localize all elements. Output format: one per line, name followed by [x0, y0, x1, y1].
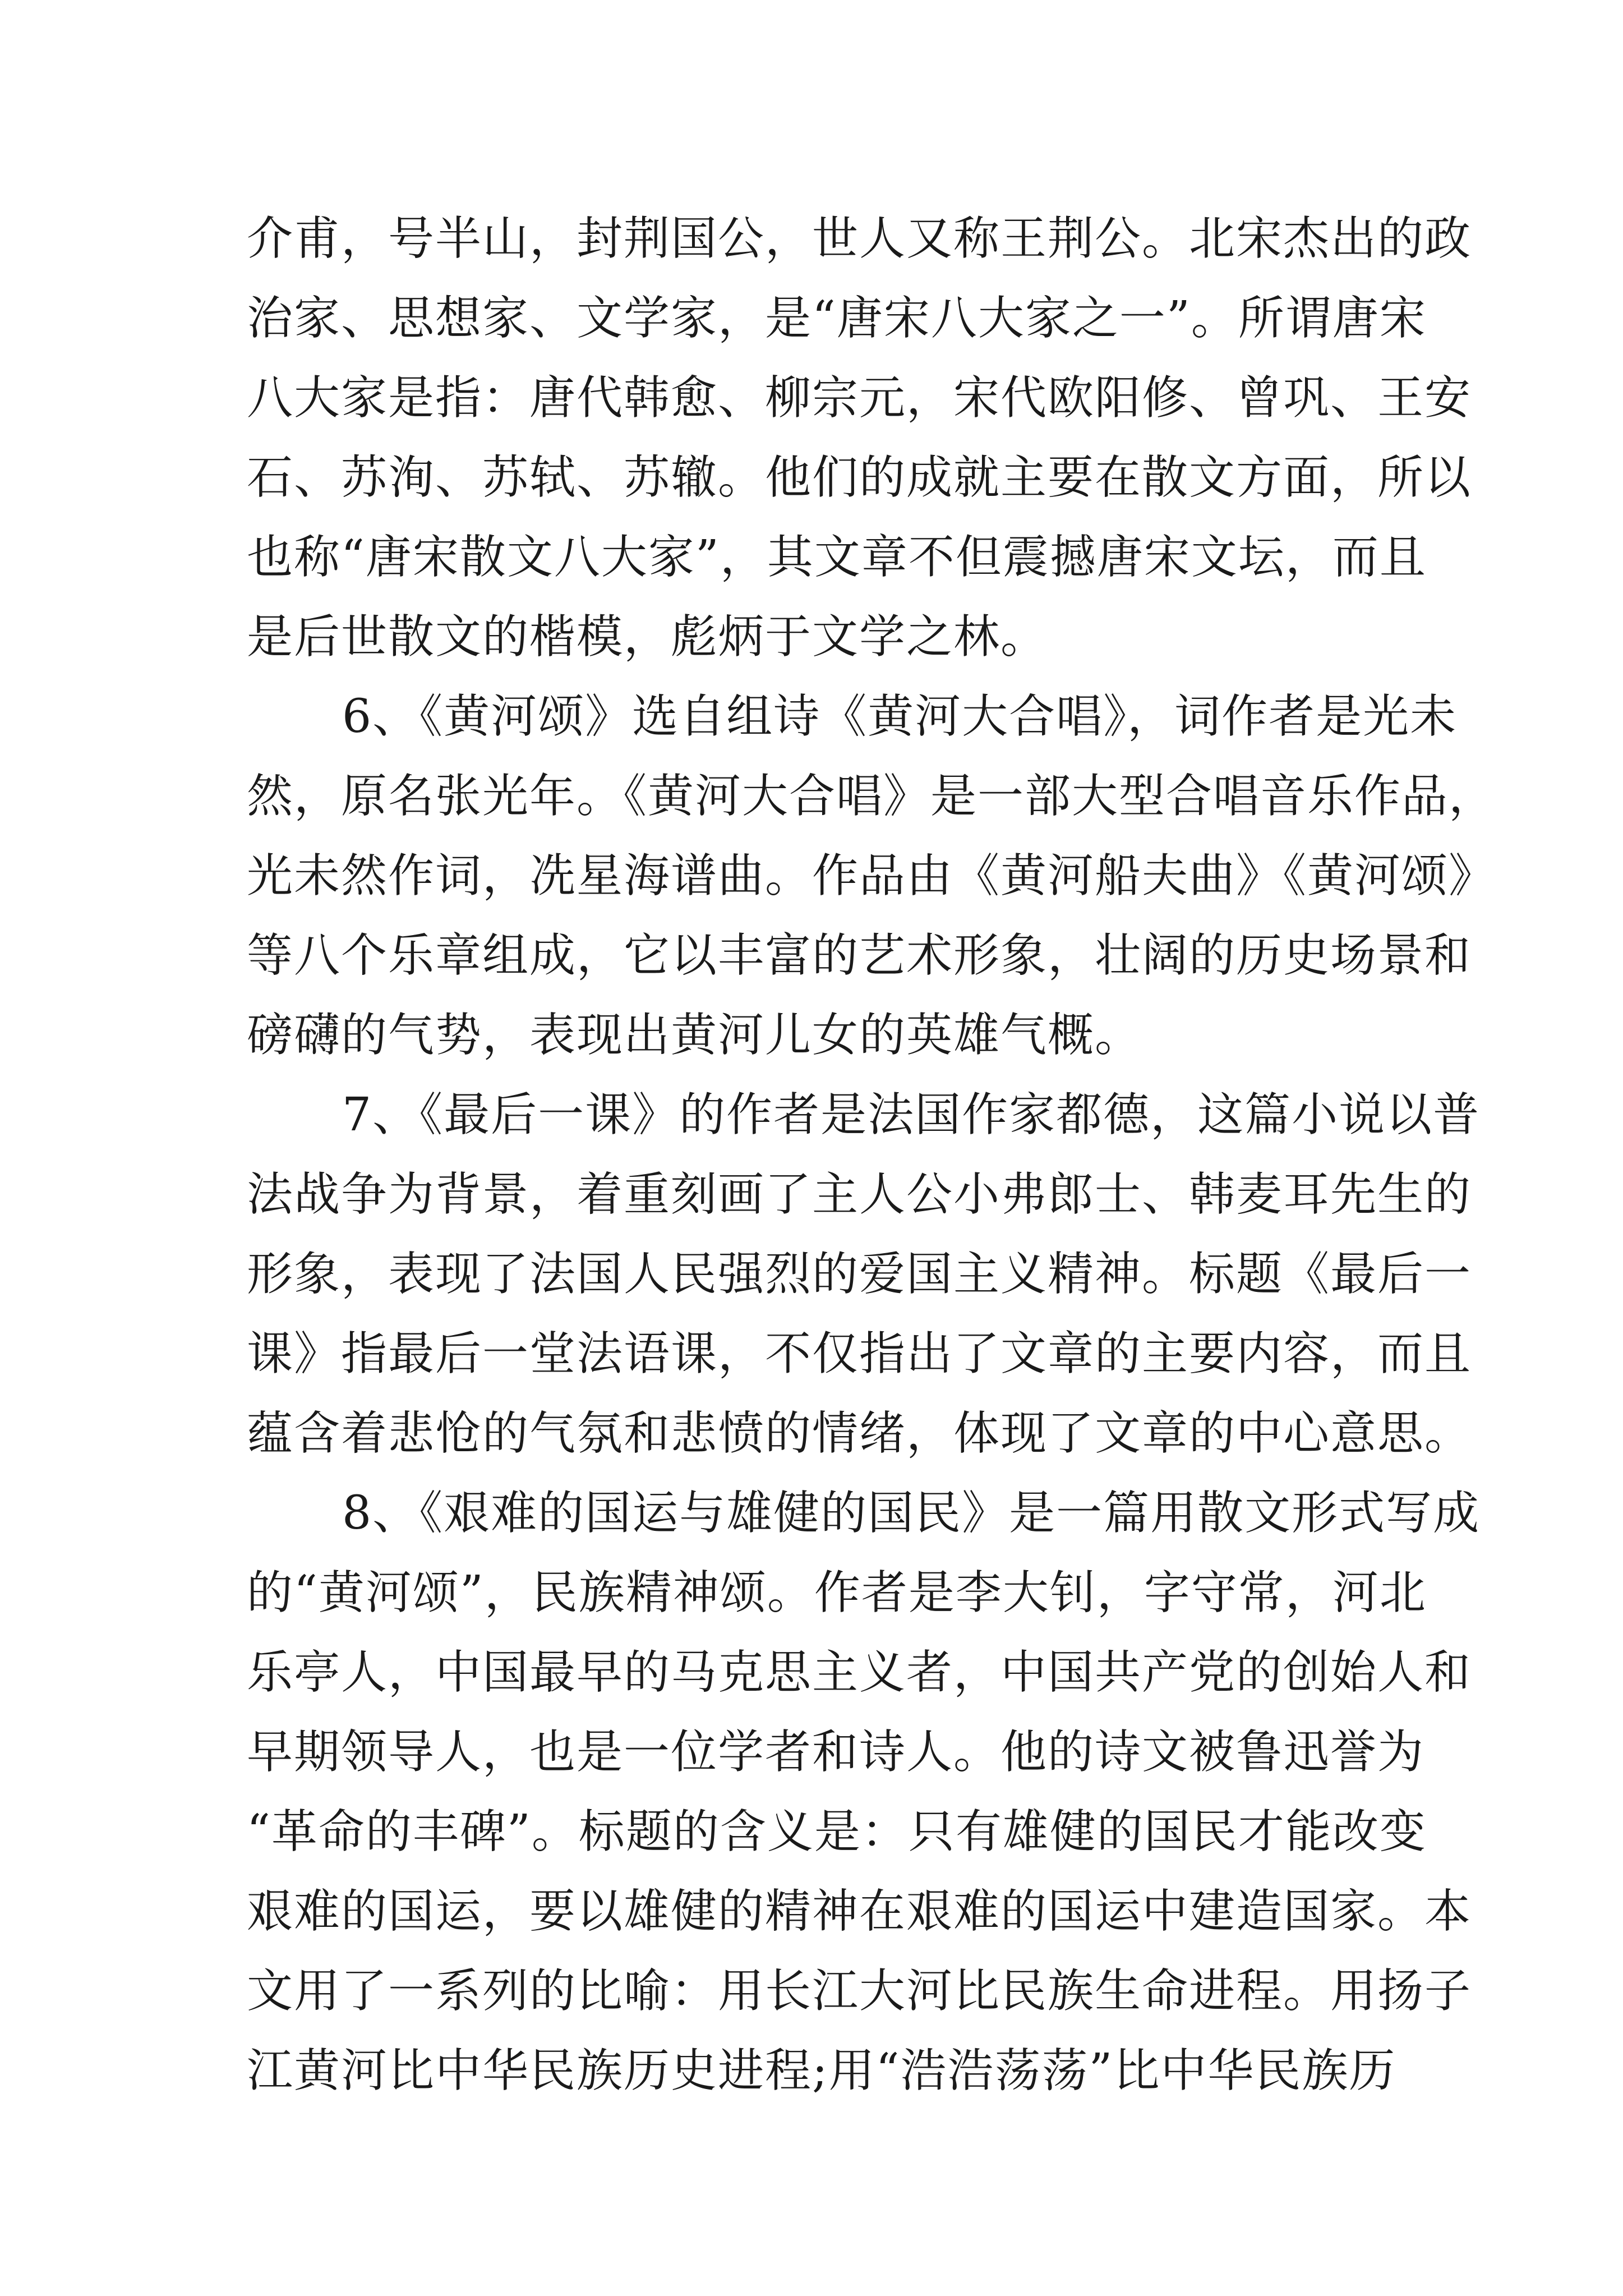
text-line: 7、《最后一课》的作者是法国作家都德，这篇小说以普 [342, 1088, 1481, 1142]
text-line: 江黄河比中华民族历史进程;用“浩浩荡荡”比中华民族历 [247, 2044, 1396, 2097]
text-line: 艰难的国运，要以雄健的精神在艰难的国运中建造国家。本 [247, 1885, 1472, 1938]
text-line: 介甫，号半山，封荆国公，世人又称王荆公。北宋杰出的政 [247, 212, 1472, 265]
text-line: 早期领导人，也是一位学者和诗人。他的诗文被鲁迅誉为 [247, 1726, 1425, 1779]
paragraph-item-7 [247, 1075, 1481, 1474]
text-line: 法战争为背景，着重刻画了主人公小弗郎士、韩麦耳先生的 [247, 1168, 1472, 1221]
text-line: 形象，表现了法国人民强烈的爱国主义精神。标题《最后一 [247, 1248, 1472, 1301]
paragraph-wang-anshi [247, 199, 1472, 677]
text-line: 石、苏洵、苏轼、苏辙。他们的成就主要在散文方面，所以 [247, 451, 1472, 504]
text-line: 6、《黄河颂》选自组诗《黄河大合唱》，词作者是光未 [342, 690, 1458, 743]
text-line: 然，原名张光年。《黄河大合唱》是一部大型合唱音乐作品， [247, 770, 1496, 823]
text-line: 是后世散文的楷模，彪炳于文学之林。 [247, 610, 1048, 664]
text-line: 的“黄河颂”，民族精神颂。作者是李大钊，字守常，河北 [247, 1566, 1427, 1619]
paragraph-item-6 [247, 677, 1496, 1075]
text-line: 课》指最后一堂法语课，不仅指出了文章的主要内容，而且 [247, 1327, 1472, 1381]
text-line: 文用了一系列的比喻：用长江大河比民族生命进程。用扬子 [247, 1964, 1472, 2018]
text-line: 治家、思想家、文学家，是“唐宋八大家之一”。所谓唐宋 [247, 292, 1427, 345]
text-line: 乐亭人，中国最早的马克思主义者，中国共产党的创始人和 [247, 1646, 1472, 1699]
text-line: 8、《艰难的国运与雄健的国民》是一篇用散文形式写成 [342, 1487, 1481, 1540]
document-body [247, 199, 1496, 2111]
text-line: 等八个乐章组成，它以丰富的艺术形象，壮阔的历史场景和 [247, 929, 1472, 982]
text-line: “革命的丰碑”。标题的含义是：只有雄健的国民才能改变 [247, 1805, 1427, 1858]
paragraph-item-8 [247, 1474, 1481, 2111]
text-line: 八大家是指：唐代韩愈、柳宗元，宋代欧阳修、曾巩、王安 [247, 371, 1472, 425]
text-line: 也称“唐宋散文八大家”，其文章不但震撼唐宋文坛，而且 [247, 531, 1427, 584]
text-line: 光未然作词，冼星海谱曲。作品由《黄河船夫曲》《黄河颂》 [247, 849, 1496, 903]
text-line: 蕴含着悲怆的气氛和悲愤的情绪，体现了文章的中心意思。 [247, 1407, 1472, 1460]
text-line: 磅礴的气势，表现出黄河儿女的英雄气概。 [247, 1009, 1142, 1062]
